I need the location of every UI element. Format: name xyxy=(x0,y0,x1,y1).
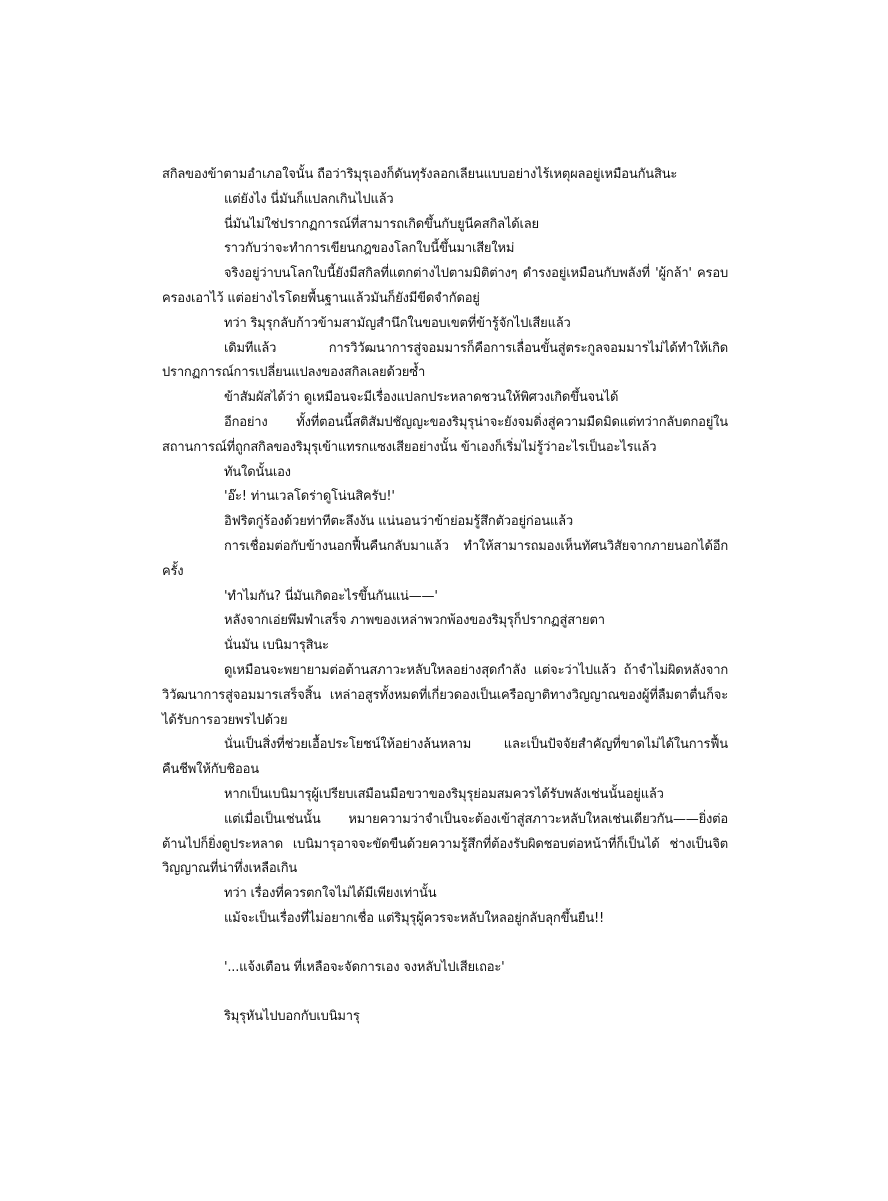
dialogue-line: 'ทำไมกัน? นี่มันเกิดอะไรขึ้นกันแน่——' xyxy=(224,588,438,604)
paragraph: จริงอยู่ว่าบนโลกใบนี้ยังมีสกิลที่แตกต่างไปตามมิติต่างๆ ดำรงอยู่เหมือนกับพลังที่ 'ผู้กล้า' ครอบครองเอาไว้ แต่อย่างไรโดยพื้นฐานแล้วมันก็ยังมีขีดจำกัดอยู่ xyxy=(162,266,728,306)
dialogue-line: '...แจ้งเตือน ที่เหลือจะจัดการเอง จงหลับไปเสียเถอะ' xyxy=(224,959,505,975)
paragraph: อีกอย่าง ทั้งที่ตอนนี้สติสัมปชัญญะของริมุรุน่าจะยังจมดิ่งสู่ความมืดมิดแต่ทว่ากลับตกอยู่ในสถานการณ์ที่ถูกสกิลของริมุรุเข้าแทรกแซงเสียอย่างนั้น ข้าเองก็เริ่มไม่รู้ว่าอะไรเป็นอะไรแล้ว xyxy=(162,414,728,455)
dialogue-line: 'อ๊ะ! ท่านเวลโดร่าดูโน่นสิครับ!' xyxy=(224,489,395,505)
paragraph: สกิลของข้าตามอำเภอใจนั้น ถือว่าริมุรุเองก็ดันทุรังลอกเลียนแบบอย่างไร้เหตุผลอยู่เหมือนกันสินะ xyxy=(162,167,678,182)
paragraph: แม้จะเป็นเรื่องที่ไม่อยากเชื่อ แต่ริมุรุผู้ควรจะหลับใหลอยู่กลับลุกขึ้นยืน!! xyxy=(224,910,605,926)
paragraph: เดิมทีแล้ว การวิวัฒนาการสู่จอมมารก็คือการเลื่อนขั้นสู่ตระกูลจอมมารไม่ได้ทำให้เกิดปรากฏการณ์การเปลี่ยนแปลงของสกิลเลยด้วยซ้ำ xyxy=(162,340,728,381)
paragraph: แต่ยังไง นี่มันก็แปลกเกินไปแล้ว xyxy=(224,191,394,207)
paragraph: นั่นมัน เบนิมารุสินะ xyxy=(224,638,329,654)
paragraph: นี่มันไม่ใช่ปรากฏการณ์ที่สามารถเกิดขึ้นกับยูนีคสกิลได้เลย xyxy=(224,216,539,232)
paragraph: หากเป็นเบนิมารุผู้เปรียบเสมือนมือขวาของริมุรุย่อมสมควรได้รับพลังเช่นนั้นอยู่แล้ว xyxy=(224,786,664,802)
body-text xyxy=(162,163,728,1029)
paragraph: ดูเหมือนจะพยายามต่อต้านสภาวะหลับใหลอย่างสุดกำลัง แต่จะว่าไปแล้ว ถ้าจำไม่ผิดหลังจากวิวัฒนาการสู่จอมมารเสร็จสิ้น เหล่าอสูรทั้งหมดที่เกี่ยวดองเป็นเครือญาติทางวิญญาณของผู้ที่ลืมตาตื่นก็จะได้รับการอวยพรไปด้วย xyxy=(162,662,728,728)
paragraph: อิฟริตกู่ร้องด้วยท่าทีตะลึงงัน แน่นอนว่าข้าย่อมรู้สึกตัวอยู่ก่อนแล้ว xyxy=(224,514,573,530)
paragraph: นั่นเป็นสิ่งที่ช่วยเอื้อประโยชน์ให้อย่างล้นหลาม และเป็นปัจจัยสำคัญที่ขาดไม่ได้ในการฟื้นคืนชีพให้กับชิออน xyxy=(162,737,728,778)
paragraph: การเชื่อมต่อกับข้างนอกฟื้นคืนกลับมาแล้ว ทำให้สามารถมองเห็นทัศนวิสัยจากภายนอกได้อีกครั้ง xyxy=(162,538,728,579)
paragraph: ริมุรุหันไปบอกกับเบนิมารุ xyxy=(224,1008,360,1024)
paragraph: ทว่า ริมุรุกลับก้าวข้ามสามัญสำนึกในขอบเขตที่ข้ารู้จักไปเสียแล้ว xyxy=(224,315,571,331)
paragraph: ทว่า เรื่องที่ควรตกใจไม่ได้มีเพียงเท่านั้น xyxy=(224,886,437,902)
paragraph: ทันใดนั้นเอง xyxy=(224,464,291,480)
paragraph: ข้าสัมผัสได้ว่า ดูเหมือนจะมีเรื่องแปลกประหลาดชวนให้พิศวงเกิดขึ้นจนได้ xyxy=(224,390,619,406)
paragraph: แต่เมื่อเป็นเช่นนั้น หมายความว่าจำเป็นจะต้องเข้าสู่สภาวะหลับใหลเช่นเดียวกัน——ยิ่งต่อต้านไปก็ยิ่งดูประหลาด เบนิมารุอาจจะขัดขืนด้วยความรู้สึกที่ต้องรับผิดชอบต่อหน้าที่ก็เป็นได้ ช่างเป็นจิตวิญญาณที่น่าทึ่งเหลือเกิน xyxy=(162,811,728,877)
paragraph: หลังจากเอ่ยพึมพำเสร็จ ภาพของเหล่าพวกพ้องของริมุรุก็ปรากฏสู่สายตา xyxy=(224,613,605,629)
paragraph: ราวกับว่าจะทำการเขียนกฎของโลกใบนี้ขึ้นมาเสียใหม่ xyxy=(224,241,515,257)
